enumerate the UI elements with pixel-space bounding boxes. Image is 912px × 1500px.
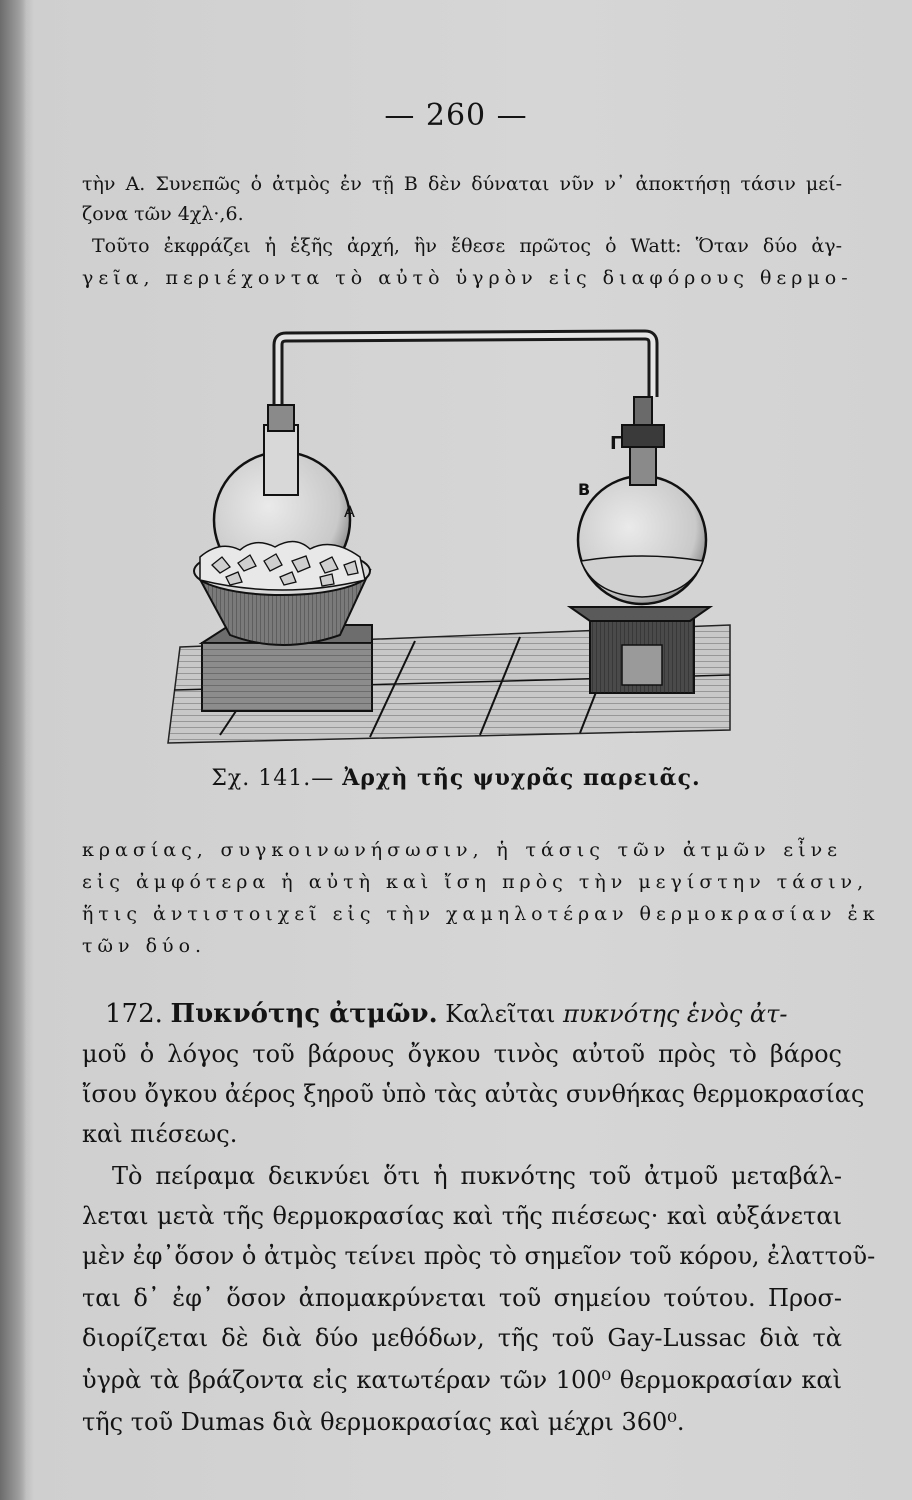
text-line: ζονα τῶν 4χλ·,6.	[82, 203, 244, 225]
text-line: λεται μετὰ τῆς θερμοκρασίας καὶ τῆς πιέσεως· καὶ αὐξάνεται	[82, 1202, 842, 1230]
flask-a-label: A	[344, 502, 355, 521]
text-line: μὲν ἐφ᾽ὅσον ὁ ἀτμὸς τείνει πρὸς τὸ σημεῖον τοῦ κόρου, ἐλαττοῦ-	[82, 1242, 876, 1270]
text-line: Τὸ πείραμα δεικνύει ὅτι ἡ πυκνότης τοῦ ἀτμοῦ μεταβάλ-	[112, 1162, 842, 1190]
figure-caption	[0, 765, 912, 791]
section-lead: Καλεῖται	[445, 1000, 556, 1028]
text-line: τῆς τοῦ Dumas διὰ θερμοκρασίας καὶ μέχρι 360⁰.	[82, 1408, 685, 1436]
text-line: διορίζεται δὲ διὰ δύο μεθόδων, τῆς τοῦ Gay-Lussac διὰ τὰ	[82, 1324, 842, 1352]
apparatus-illustration	[160, 325, 740, 755]
text-line: τῶν δύο.	[82, 935, 207, 957]
section-heading	[105, 994, 845, 1034]
section-title: Πυκνότης ἀτμῶν.	[170, 999, 438, 1029]
page-number: — 260 —	[384, 98, 528, 133]
flask-a-assembly	[194, 405, 372, 711]
section-number: 172.	[105, 999, 163, 1029]
valve-label: Γ	[610, 433, 622, 454]
text-line: ἥτις ἀντιστοιχεῖ εἰς τὴν χαμηλοτέραν θερμοκρασίαν ἐκ	[82, 903, 880, 925]
text-line: κρασίας, συγκοινωνήσωσιν, ἡ τάσις τῶν ἀτμῶν εἶνε	[82, 839, 842, 861]
text-line: μοῦ ὁ λόγος τοῦ βάρους ὄγκου τινὸς αὐτοῦ πρὸς τὸ βάρος	[82, 1040, 842, 1068]
connecting-tube	[278, 335, 653, 405]
flask-b-assembly	[570, 397, 710, 693]
text-line: καὶ πιέσεως.	[82, 1120, 238, 1148]
figure-title: Ἀρχὴ τῆς ψυχρᾶς παρειᾶς.	[342, 765, 701, 791]
text-line: ται δ᾽ ἐφ᾽ ὅσον ἀπομακρύνεται τοῦ σημείου τούτου. Προσ-	[82, 1284, 842, 1312]
section-term: πυκνότης ἑνὸς ἀτ-	[563, 1000, 788, 1028]
page-gutter-shadow	[0, 0, 26, 1500]
text-line: ἴσου ὄγκου ἀέρος ξηροῦ ὑπὸ τὰς αὐτὰς συνθήκας θερμοκρασίας	[82, 1080, 865, 1108]
text-line: εἰς ἀμφότερα ἡ αὐτὴ καὶ ἴση πρὸς τὴν μεγίστην τάσιν,	[82, 871, 869, 893]
text-line: ὑγρὰ τὰ βράζοντα εἰς κατωτέραν τῶν 100⁰ θερμοκρασίαν καὶ	[82, 1366, 842, 1394]
text-line: Τοῦτο ἐκφράζει ἡ ἑξῆς ἀρχή, ἣν ἔθεσε πρῶτος ὁ Watt: Ὅταν δύο ἀγ-	[92, 235, 842, 257]
figure-number: Σχ. 141.—	[211, 766, 335, 791]
text-line: γεῖα, περιέχοντα τὸ αὐτὸ ὑγρὸν εἰς διαφόρους θερμο-	[82, 267, 853, 289]
flask-b-label: B	[578, 480, 591, 499]
text-line: τὴν Α. Συνεπῶς ὁ ἀτμὸς ἐν τῇ Β δὲν δύναται νῦν ν᾽ ἀποκτήσῃ τάσιν μεί-	[82, 173, 842, 195]
